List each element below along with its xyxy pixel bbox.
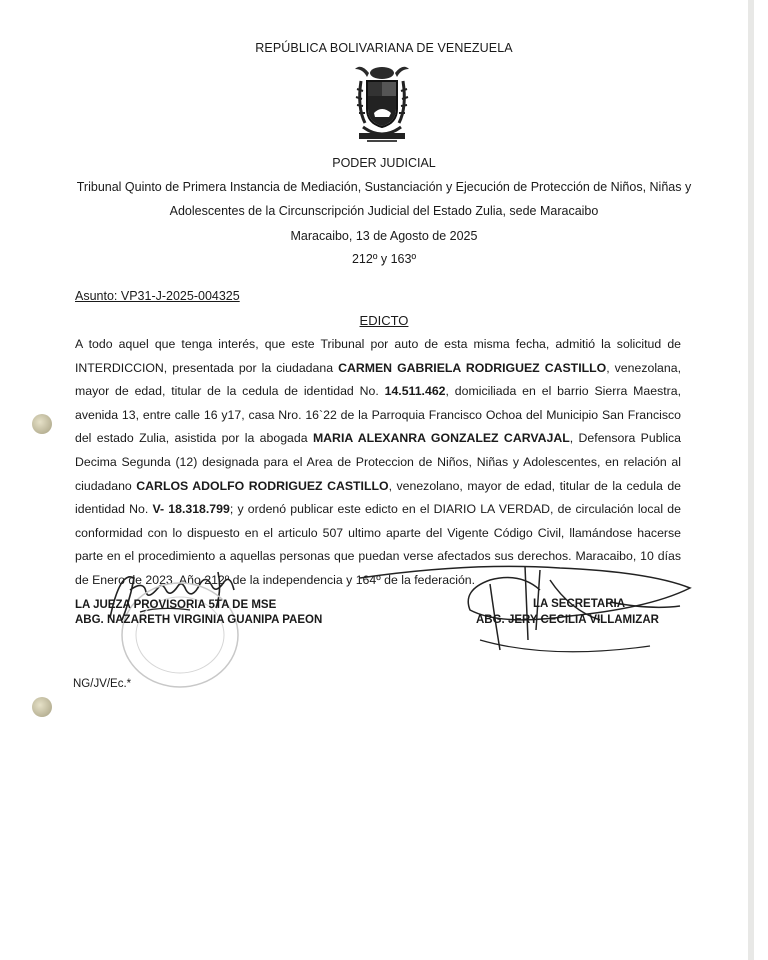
petitioner-id: 14.511.462: [384, 384, 446, 399]
petitioner-name: CARMEN GABRIELA RODRIGUEZ CASTILLO: [338, 360, 607, 375]
case-subject: Asunto: VP31-J-2025-004325: [75, 289, 240, 303]
edict-title: EDICTO: [359, 313, 409, 328]
judge-title: LA JUEZA PROVISORIA 5TA DE MSE: [75, 599, 277, 611]
body-text-2: , venezolana, mayor de edad, titular de la cedula de identidad No.: [75, 360, 681, 399]
body-text-6: ; y ordenó publicar este edicto en el DIARIO LA VERDAD, de circulación local de conformidad con lo dispuesto en el articulo 507 ultimo aparte del Vigente Código Civil, llamándose hacerse parte en el procedimiento a aquellas personas que puedan verse afectados sus derechos. Maracaibo, 10 días de Enero de 2023. Año 212º de la independencia y 164º de la federación.: [75, 502, 681, 587]
tribunal-line-1: Tribunal Quinto de Primera Instancia de Mediación, Sustanciación y Ejecución de Protección de Niños, Niñas y: [76, 180, 692, 194]
branch-heading: PODER JUDICIAL: [332, 156, 436, 170]
body-text-1: A todo aquel que tenga interés, que este Tribunal por auto de esta misma fecha, admitió la solicitud de INTERDICCION, presentada por la ciudadana: [75, 337, 681, 375]
punch-hole-icon: [32, 697, 52, 717]
edict-body: [75, 333, 681, 593]
republic-heading: REPÚBLICA BOLIVARIANA DE VENEZUELA: [255, 41, 513, 55]
secretary-title: LA SECRETARIA: [533, 598, 625, 610]
subject-id: V- 18.318.799: [152, 502, 230, 517]
judge-signature-block: [75, 598, 322, 628]
tribunal-line-2: Adolescentes de la Circunscripción Judicial del Estado Zulia, sede Maracaibo: [169, 204, 599, 218]
subject-name: CARLOS ADOLFO RODRIGUEZ CASTILLO: [136, 478, 389, 493]
body-text-3: , domiciliada en el barrio Sierra Maestra, avenida 13, entre calle 16 y17, casa Nro. 16`22 de la Parroquia Francisco Ochoa del Municipio San Francisco del estado Zulia, asistida por la abogada: [75, 384, 681, 446]
issue-date: Maracaibo, 13 de Agosto de 2025: [290, 229, 478, 243]
punch-hole-icon: [32, 414, 52, 434]
body-text-4: , Defensora Publica Decima Segunda (12) designada para el Area de Proteccion de Niños, Niñas y Adolescentes, en relación al ciudadano: [75, 431, 681, 493]
page-margin: [754, 0, 768, 960]
attorney-name: MARIA ALEXANRA GONZALEZ CARVAJAL: [312, 431, 570, 446]
reference-initials: NG/JV/Ec.*: [73, 678, 132, 690]
judge-name: ABG. NAZARETH VIRGINIA GUANIPA PAEON: [75, 614, 323, 626]
court-stamp-outline: [115, 575, 245, 695]
coat-of-arms-icon: [347, 63, 417, 149]
secretary-name: ABG. JERY CECILIA VILLAMIZAR: [476, 614, 659, 626]
years-line: 212º y 163º: [351, 252, 417, 266]
body-text-5: , venezolano, mayor de edad, titular de la cedula de identidad No.: [75, 478, 681, 517]
